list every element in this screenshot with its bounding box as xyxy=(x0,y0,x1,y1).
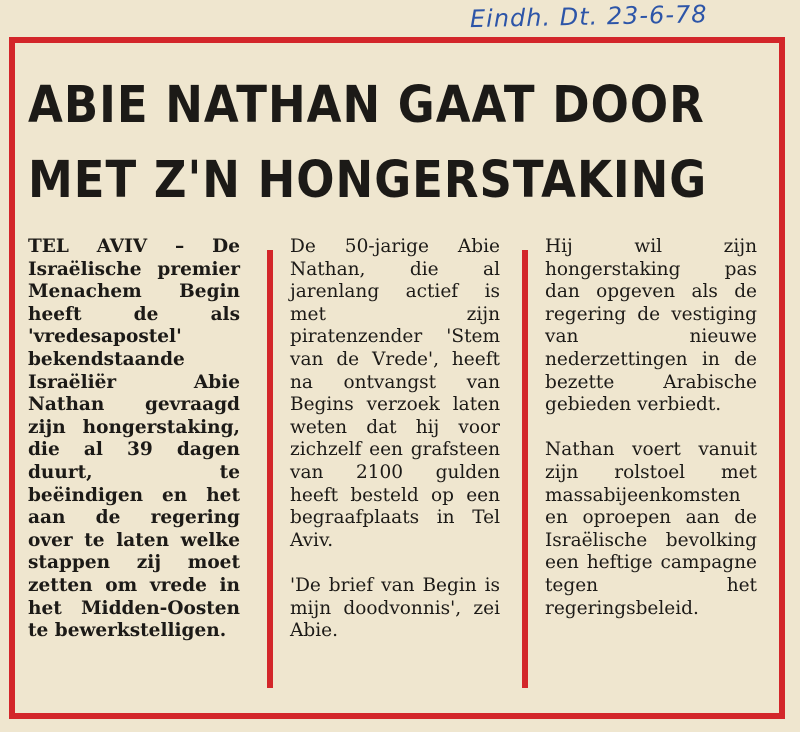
paragraph: Hij wil zijn hongerstaking pas dan opgeven als de regering de vestiging van nieuwe nederzettingen in de bezette Arabische gebieden verbiedt. xyxy=(545,236,757,416)
article-headline xyxy=(28,68,768,217)
quote-paragraph: 'De brief van Begin is mijn doodvonnis', zei Abie. xyxy=(290,574,500,642)
paragraph: Nathan voert vanuit zijn rolstoel met massabijeenkomsten en oproepen aan de Israëlische bevolking een heftige campagne tegen het regeringsbeleid. xyxy=(545,439,757,619)
article-column-3 xyxy=(545,236,757,620)
headline-line-1: ABIE NATHAN GAAT DOOR xyxy=(28,74,705,135)
lead-paragraph: TEL AVIV – De Israëlische premier Menachem Begin heeft de als 'vredesapostel' bekendstaande Israëliër Abie Nathan gevraagd zijn hongerstaking, die al 39 dagen duurt, te beëindigen en het aan de regering over te laten welke stappen zij moet zetten om vrede in het Midden-Oosten te bewerkstelligen. xyxy=(28,236,240,642)
handwritten-source-date: Eindh. Dt. 23-6-78 xyxy=(469,0,708,34)
article-column-1 xyxy=(28,236,240,643)
column-divider-2 xyxy=(522,250,528,688)
column-divider-1 xyxy=(267,250,273,688)
paragraph: De 50-jarige Abie Nathan, die al jarenlang actief is met zijn piratenzender 'Stem van de Vrede', heeft na ontvangst van Begins verzoek laten weten dat hij voor zichzelf een grafsteen van 2100 gulden heeft besteld op een begraafplaats in Tel Aviv. xyxy=(290,236,500,551)
headline-line-2: MET Z'N HONGERSTAKING xyxy=(28,149,708,210)
article-column-2 xyxy=(290,236,500,643)
